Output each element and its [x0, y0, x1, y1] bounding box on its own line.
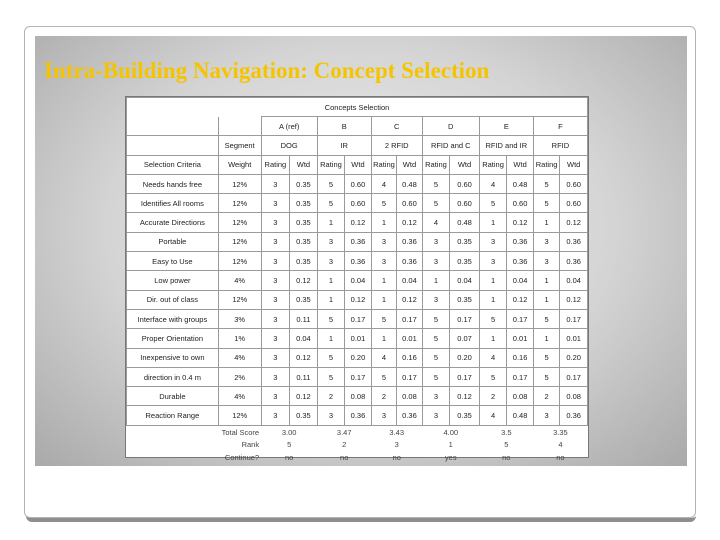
rating-cell: 2 — [317, 387, 345, 406]
weight-cell: 2% — [218, 367, 261, 386]
rating-cell: 3 — [261, 367, 290, 386]
rating-cell: 3 — [261, 271, 290, 290]
rating-cell: 3 — [479, 232, 507, 251]
criterion-label: Portable — [127, 232, 219, 251]
weight-cell: 12% — [218, 406, 261, 425]
weighted-score-cell: 0.04 — [560, 271, 588, 290]
rating-cell: 1 — [371, 329, 396, 348]
weighted-score-cell: 0.35 — [290, 252, 318, 271]
rating-cell: 3 — [533, 252, 560, 271]
summary-row — [127, 438, 588, 451]
rating-cell: 1 — [533, 271, 560, 290]
rating-header: Rating — [371, 155, 396, 174]
weighted-score-cell: 0.04 — [507, 271, 534, 290]
blank-cell — [127, 451, 219, 464]
weighted-score-cell: 0.17 — [450, 309, 480, 328]
weighted-score-cell: 0.17 — [450, 367, 480, 386]
summary-value: 3.5 — [501, 427, 512, 437]
concept-letter: F — [533, 117, 587, 136]
criterion-label: Durable — [127, 387, 219, 406]
weighted-score-cell: 0.17 — [345, 367, 372, 386]
criterion-label: Dir. out of class — [127, 290, 219, 309]
weighted-score-cell: 0.12 — [507, 213, 534, 232]
criterion-row — [127, 213, 588, 232]
concept-name: 2 RFID — [371, 136, 422, 155]
rating-cell: 5 — [479, 194, 507, 213]
summary-value: 3.43 — [389, 427, 405, 437]
rating-cell: 5 — [371, 367, 396, 386]
concept-letter: D — [422, 117, 479, 136]
weighted-score-cell: 0.12 — [290, 271, 318, 290]
weighted-score-cell: 0.60 — [345, 174, 372, 193]
summary-value: 3 — [394, 440, 399, 449]
weighted-score-cell: 0.12 — [345, 290, 372, 309]
weighted-score-cell: 0.04 — [450, 271, 480, 290]
blank-cell — [127, 136, 219, 155]
weighted-score-cell: 0.36 — [507, 252, 534, 271]
rating-cell: 3 — [261, 232, 290, 251]
rating-cell: 5 — [422, 174, 450, 193]
criterion-row — [127, 194, 588, 213]
weighted-score-cell: 0.08 — [345, 387, 372, 406]
criterion-row — [127, 348, 588, 367]
concept-letter: B — [317, 117, 371, 136]
weighted-score-cell: 0.04 — [397, 271, 422, 290]
weighted-score-cell: 0.16 — [397, 348, 422, 367]
weighted-score-cell: 0.48 — [450, 213, 480, 232]
rating-cell: 3 — [261, 213, 290, 232]
summary-value: no — [284, 452, 294, 462]
summary-label: Total Score — [221, 427, 260, 437]
rating-cell: 5 — [533, 174, 560, 193]
rating-cell: 5 — [479, 367, 507, 386]
sheet-title-row — [127, 98, 588, 117]
weighted-score-cell: 0.01 — [507, 329, 534, 348]
criterion-label: Needs hands free — [127, 174, 219, 193]
weighted-score-cell: 0.16 — [507, 348, 534, 367]
rating-cell: 5 — [371, 309, 396, 328]
weighted-score-cell: 0.20 — [345, 348, 372, 367]
weighted-score-cell: 0.04 — [290, 329, 318, 348]
weight-cell: 4% — [218, 271, 261, 290]
criterion-label: Identifies All rooms — [127, 194, 219, 213]
criterion-row — [127, 174, 588, 193]
rating-cell: 5 — [317, 348, 345, 367]
summary-label: Rank — [241, 440, 260, 449]
criterion-label: Easy to Use — [127, 252, 219, 271]
rating-cell: 1 — [371, 213, 396, 232]
wtd-header: Wtd — [397, 155, 422, 174]
criteria-header: Selection Criteria — [127, 155, 219, 174]
weight-cell: 4% — [218, 387, 261, 406]
weight-cell: 3% — [218, 309, 261, 328]
summary-value: no — [502, 452, 511, 462]
weight-cell: 12% — [218, 213, 261, 232]
weighted-score-cell: 0.01 — [345, 329, 372, 348]
rating-cell: 1 — [371, 290, 396, 309]
rating-cell: 1 — [479, 271, 507, 290]
summary-value: yes — [444, 452, 457, 462]
weighted-score-cell: 0.12 — [397, 290, 422, 309]
weight-cell: 12% — [218, 174, 261, 193]
rating-cell: 3 — [261, 387, 290, 406]
weighted-score-cell: 0.12 — [345, 213, 372, 232]
weighted-score-cell: 0.48 — [507, 174, 534, 193]
summary-value: 4.00 — [443, 427, 459, 437]
weighted-score-cell: 0.17 — [560, 309, 588, 328]
weighted-score-cell: 0.12 — [450, 387, 480, 406]
summary-value: 3.35 — [553, 427, 568, 437]
weighted-score-cell: 0.12 — [560, 213, 588, 232]
criterion-label: Inexpensive to own — [127, 348, 219, 367]
criterion-label: Accurate Directions — [127, 213, 219, 232]
concept-letter: C — [371, 117, 422, 136]
concept-name: RFID — [533, 136, 587, 155]
column-header-row — [127, 155, 588, 174]
rating-cell: 3 — [371, 232, 396, 251]
weight-cell: 4% — [218, 348, 261, 367]
weighted-score-cell: 0.35 — [290, 232, 318, 251]
weighted-score-cell: 0.17 — [397, 367, 422, 386]
weighted-score-cell: 0.08 — [560, 387, 588, 406]
rating-cell: 3 — [317, 252, 345, 271]
weighted-score-cell: 0.36 — [397, 406, 422, 425]
rating-header: Rating — [317, 155, 345, 174]
blank-cell — [218, 117, 261, 136]
criterion-label: direction in 0.4 m — [127, 367, 219, 386]
rating-cell: 5 — [317, 367, 345, 386]
rating-cell: 1 — [479, 213, 507, 232]
weighted-score-cell: 0.36 — [345, 406, 372, 425]
concept-name: IR — [317, 136, 371, 155]
rating-cell: 5 — [422, 367, 450, 386]
weighted-score-cell: 0.60 — [450, 174, 480, 193]
concept-selection-sheet — [125, 96, 589, 462]
rating-cell: 4 — [479, 406, 507, 425]
rating-cell: 4 — [479, 348, 507, 367]
rating-cell: 2 — [479, 387, 507, 406]
rating-cell: 3 — [317, 232, 345, 251]
wtd-header: Wtd — [507, 155, 534, 174]
rating-header: Rating — [533, 155, 560, 174]
rating-cell: 3 — [261, 348, 290, 367]
rating-header: Rating — [479, 155, 507, 174]
concept-selection-table — [126, 97, 588, 463]
weighted-score-cell: 0.36 — [507, 232, 534, 251]
rating-cell: 5 — [422, 309, 450, 328]
slide-frame-shadow — [26, 510, 696, 522]
concept-letter-row — [127, 117, 588, 136]
criterion-label: Proper Orientation — [127, 329, 219, 348]
rating-cell: 3 — [422, 290, 450, 309]
rating-cell: 3 — [533, 406, 560, 425]
weighted-score-cell: 0.36 — [345, 232, 372, 251]
rating-cell: 2 — [533, 387, 560, 406]
weighted-score-cell: 0.11 — [290, 309, 318, 328]
rating-cell: 1 — [317, 271, 345, 290]
concept-name: DOG — [261, 136, 317, 155]
wtd-header: Wtd — [560, 155, 588, 174]
weighted-score-cell: 0.12 — [507, 290, 534, 309]
summary-value: 3.00 — [281, 427, 297, 437]
summary-value: 2 — [342, 440, 347, 449]
rating-cell: 5 — [533, 348, 560, 367]
weighted-score-cell: 0.01 — [397, 329, 422, 348]
summary-value: 3.47 — [336, 427, 352, 437]
rating-cell: 3 — [261, 329, 290, 348]
weighted-score-cell: 0.36 — [345, 252, 372, 271]
criterion-row — [127, 406, 588, 425]
weighted-score-cell: 0.60 — [507, 194, 534, 213]
weighted-score-cell: 0.36 — [397, 252, 422, 271]
weighted-score-cell: 0.60 — [397, 194, 422, 213]
rating-cell: 3 — [422, 252, 450, 271]
concept-letter: E — [479, 117, 533, 136]
rating-cell: 3 — [422, 406, 450, 425]
weighted-score-cell: 0.35 — [450, 232, 480, 251]
weighted-score-cell: 0.11 — [290, 367, 318, 386]
rating-cell: 5 — [479, 309, 507, 328]
criterion-row — [127, 232, 588, 251]
rating-cell: 3 — [479, 252, 507, 271]
rating-cell: 1 — [371, 271, 396, 290]
rating-cell: 5 — [533, 367, 560, 386]
weighted-score-cell: 0.12 — [560, 290, 588, 309]
weighted-score-cell: 0.60 — [345, 194, 372, 213]
weighted-score-cell: 0.35 — [290, 290, 318, 309]
criterion-label: Reaction Range — [127, 406, 219, 425]
weight-cell: 1% — [218, 329, 261, 348]
weighted-score-cell: 0.60 — [560, 174, 588, 193]
weighted-score-cell: 0.35 — [450, 252, 480, 271]
weight-cell: 12% — [218, 290, 261, 309]
rating-cell: 4 — [422, 213, 450, 232]
weight-cell: 12% — [218, 194, 261, 213]
weighted-score-cell: 0.36 — [560, 252, 588, 271]
rating-cell: 5 — [371, 194, 396, 213]
rating-cell: 1 — [317, 329, 345, 348]
rating-cell: 5 — [533, 194, 560, 213]
blank-cell — [127, 425, 219, 438]
summary-row — [127, 425, 588, 438]
summary-value: no — [340, 452, 349, 462]
slide-title: Intra-Building Navigation: Concept Selection — [44, 58, 490, 83]
weight-header: Weight — [218, 155, 261, 174]
weighted-score-cell: 0.01 — [560, 329, 588, 348]
summary-value: 4 — [558, 440, 563, 449]
rating-header: Rating — [261, 155, 290, 174]
rating-cell: 3 — [422, 232, 450, 251]
weighted-score-cell: 0.07 — [450, 329, 480, 348]
concept-name-row — [127, 136, 588, 155]
rating-cell: 3 — [317, 406, 345, 425]
weighted-score-cell: 0.36 — [397, 232, 422, 251]
summary-row — [127, 451, 588, 464]
rating-cell: 1 — [479, 329, 507, 348]
rating-cell: 3 — [422, 387, 450, 406]
summary-value: 5 — [504, 440, 509, 449]
summary-value: 5 — [287, 440, 292, 449]
weighted-score-cell: 0.12 — [397, 213, 422, 232]
rating-cell: 3 — [261, 406, 290, 425]
weighted-score-cell: 0.35 — [290, 406, 318, 425]
sheet-title: Concepts Selection — [127, 98, 588, 117]
criterion-label: Low power — [127, 271, 219, 290]
wtd-header: Wtd — [450, 155, 480, 174]
weighted-score-cell: 0.17 — [507, 367, 534, 386]
blank-cell — [127, 438, 219, 451]
summary-value: no — [392, 452, 401, 462]
weighted-score-cell: 0.35 — [290, 174, 318, 193]
rating-cell: 1 — [533, 329, 560, 348]
rating-cell: 1 — [533, 290, 560, 309]
criterion-row — [127, 329, 588, 348]
rating-cell: 2 — [371, 387, 396, 406]
rating-cell: 5 — [422, 329, 450, 348]
rating-cell: 5 — [317, 309, 345, 328]
rating-cell: 1 — [422, 271, 450, 290]
rating-cell: 4 — [371, 174, 396, 193]
rating-cell: 3 — [371, 406, 396, 425]
rating-cell: 5 — [422, 348, 450, 367]
rating-cell: 5 — [422, 194, 450, 213]
weighted-score-cell: 0.12 — [290, 387, 318, 406]
weighted-score-cell: 0.36 — [560, 406, 588, 425]
criterion-row — [127, 252, 588, 271]
weighted-score-cell: 0.08 — [507, 387, 534, 406]
weighted-score-cell: 0.17 — [345, 309, 372, 328]
criterion-row — [127, 271, 588, 290]
rating-cell: 3 — [261, 194, 290, 213]
weighted-score-cell: 0.20 — [450, 348, 480, 367]
blank-cell — [127, 117, 219, 136]
weighted-score-cell: 0.35 — [290, 213, 318, 232]
weighted-score-cell: 0.04 — [345, 271, 372, 290]
concept-name: RFID and C — [422, 136, 479, 155]
weighted-score-cell: 0.35 — [290, 194, 318, 213]
weighted-score-cell: 0.60 — [560, 194, 588, 213]
criterion-row — [127, 387, 588, 406]
segment-label: Segment — [218, 136, 261, 155]
weighted-score-cell: 0.48 — [507, 406, 534, 425]
rating-cell: 4 — [479, 174, 507, 193]
weighted-score-cell: 0.17 — [507, 309, 534, 328]
rating-cell: 5 — [533, 309, 560, 328]
weighted-score-cell: 0.17 — [397, 309, 422, 328]
criterion-row — [127, 290, 588, 309]
weighted-score-cell: 0.48 — [397, 174, 422, 193]
criterion-row — [127, 309, 588, 328]
wtd-header: Wtd — [290, 155, 318, 174]
weighted-score-cell: 0.35 — [450, 290, 480, 309]
rating-cell: 3 — [533, 232, 560, 251]
rating-cell: 5 — [317, 194, 345, 213]
weighted-score-cell: 0.12 — [290, 348, 318, 367]
weighted-score-cell: 0.08 — [397, 387, 422, 406]
weighted-score-cell: 0.17 — [560, 367, 588, 386]
rating-cell: 1 — [317, 290, 345, 309]
rating-cell: 1 — [317, 213, 345, 232]
criterion-label: Interface with groups — [127, 309, 219, 328]
rating-cell: 3 — [261, 174, 290, 193]
concept-name: RFID and IR — [479, 136, 533, 155]
summary-value: 1 — [448, 440, 453, 449]
weighted-score-cell: 0.60 — [450, 194, 480, 213]
rating-cell: 3 — [371, 252, 396, 271]
rating-cell: 3 — [261, 309, 290, 328]
rating-cell: 4 — [371, 348, 396, 367]
weight-cell: 12% — [218, 252, 261, 271]
weight-cell: 12% — [218, 232, 261, 251]
summary-value: no — [556, 452, 565, 462]
rating-header: Rating — [422, 155, 450, 174]
weighted-score-cell: 0.35 — [450, 406, 480, 425]
rating-cell: 5 — [317, 174, 345, 193]
summary-label: Continue? — [224, 452, 260, 462]
criterion-row — [127, 367, 588, 386]
weighted-score-cell: 0.20 — [560, 348, 588, 367]
rating-cell: 1 — [479, 290, 507, 309]
rating-cell: 1 — [533, 213, 560, 232]
concept-letter: A (ref) — [261, 117, 317, 136]
wtd-header: Wtd — [345, 155, 372, 174]
rating-cell: 3 — [261, 252, 290, 271]
weighted-score-cell: 0.36 — [560, 232, 588, 251]
rating-cell: 3 — [261, 290, 290, 309]
